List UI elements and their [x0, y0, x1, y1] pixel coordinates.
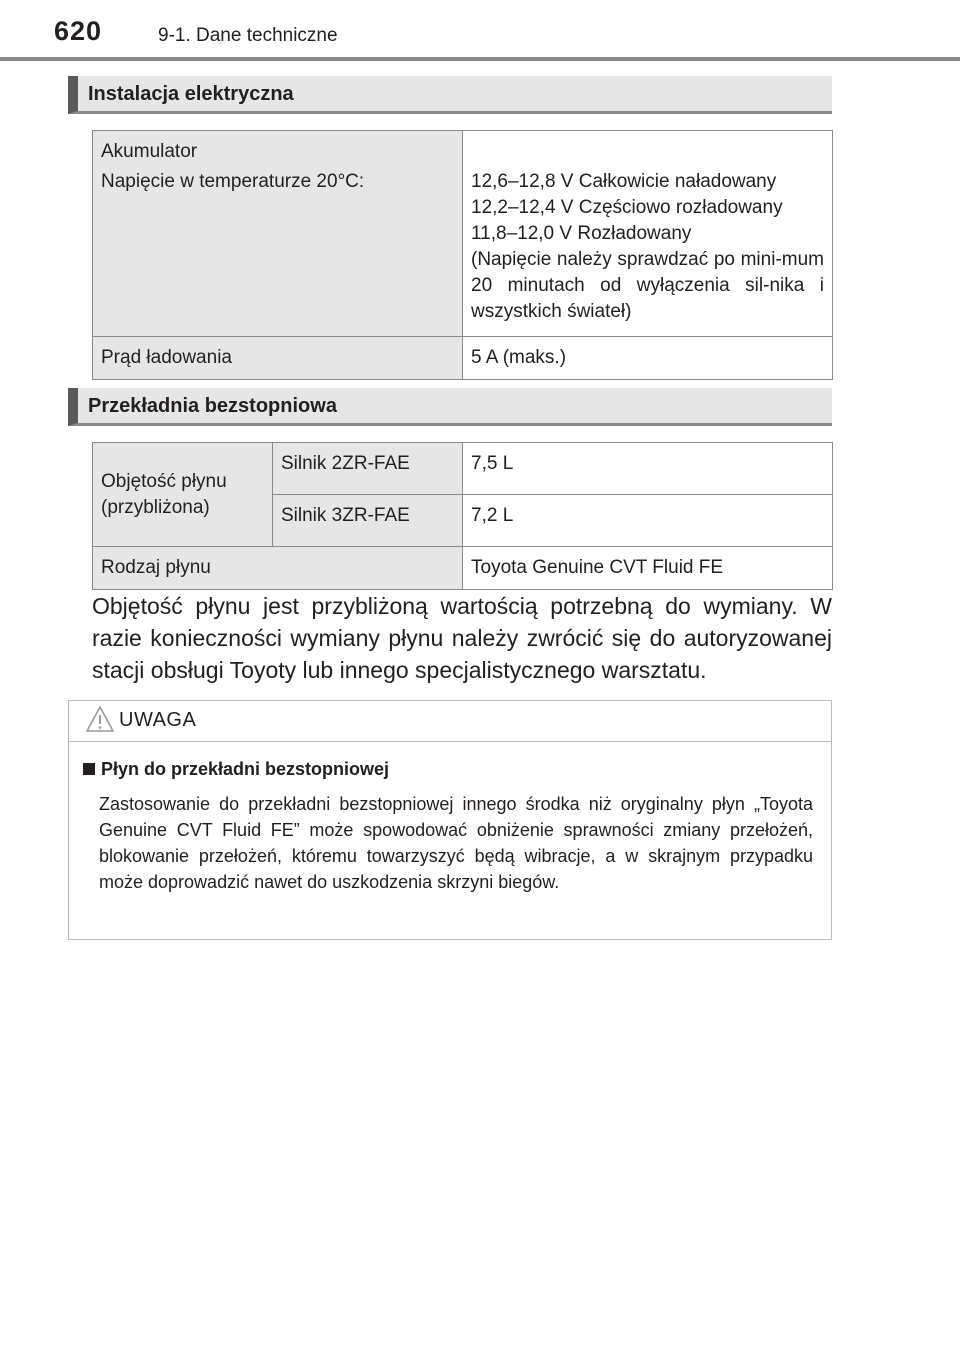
warning-text: Zastosowanie do przekładni bezstopniowej innego środka niż oryginalny płyn „Toyota Genuine CVT Fluid FE” może spowodować obniżenie sprawności zmiany przełożeń, blokowanie przełożeń, któremu towarzyszyć będą wibracje, a w skrajnym przypadku może doprowadzić nawet do uszkodzenia skrzyni biegów. — [99, 794, 813, 892]
warning-item-title — [83, 759, 389, 780]
section-title-electrical: Instalacja elektryczna — [68, 76, 832, 114]
cvt-table — [92, 442, 833, 590]
engine-name: Silnik 2ZR-FAE — [273, 443, 463, 495]
chapter-title: 9-1. Dane techniczne — [158, 25, 338, 46]
capacity-label: Objętość płynu (przybliżona) — [93, 443, 273, 547]
voltage-note: (Napięcie należy sprawdzać po mini-mum 20 minutach od wyłączenia sil-nika i wszystkich świateł) — [471, 249, 824, 322]
engine-name: Silnik 3ZR-FAE — [273, 495, 463, 547]
electrical-table — [92, 130, 833, 380]
header-rule — [0, 57, 960, 61]
warning-title: UWAGA — [119, 709, 197, 731]
warning-item-title-text: Płyn do przekładni bezstopniowej — [101, 759, 390, 779]
charge-label: Prąd ładowania — [93, 337, 463, 380]
warning-triangle-icon — [85, 705, 115, 733]
square-bullet-icon — [83, 763, 95, 775]
battery-label: Akumulator — [101, 141, 198, 162]
charge-value: 5 A (maks.) — [463, 337, 833, 380]
capacity-value: 7,5 L — [463, 443, 833, 495]
table-row — [93, 337, 833, 380]
voltage-label: Napięcie w temperaturze 20°C: — [101, 171, 365, 192]
voltage-discharged: 11,8–12,0 V Rozładowany — [471, 223, 692, 244]
warning-box — [68, 700, 832, 940]
section-title-cvt: Przekładnia bezstopniowa — [68, 388, 832, 426]
capacity-note: Objętość płynu jest przybliżoną wartością potrzebną do wymiany. W razie konieczności wymiany płynu należy zwrócić się do autoryzowanej stacji obsługi Toyoty lub innego specjalistycznego warsztatu. — [92, 593, 832, 683]
voltage-partial: 12,2–12,4 V Częściowo rozładowany — [471, 197, 783, 218]
battery-label-cell — [93, 131, 463, 337]
page-header — [0, 0, 960, 60]
fluid-type-label: Rodzaj płynu — [93, 547, 463, 590]
table-row — [93, 131, 833, 337]
voltage-full: 12,6–12,8 V Całkowicie naładowany — [471, 171, 777, 192]
page-number: 620 — [54, 16, 103, 46]
warning-header — [69, 701, 831, 742]
fluid-type-value: Toyota Genuine CVT Fluid FE — [463, 547, 833, 590]
capacity-value: 7,2 L — [463, 495, 833, 547]
table-row — [93, 547, 833, 590]
table-row — [93, 443, 833, 495]
battery-values-cell — [463, 131, 833, 337]
